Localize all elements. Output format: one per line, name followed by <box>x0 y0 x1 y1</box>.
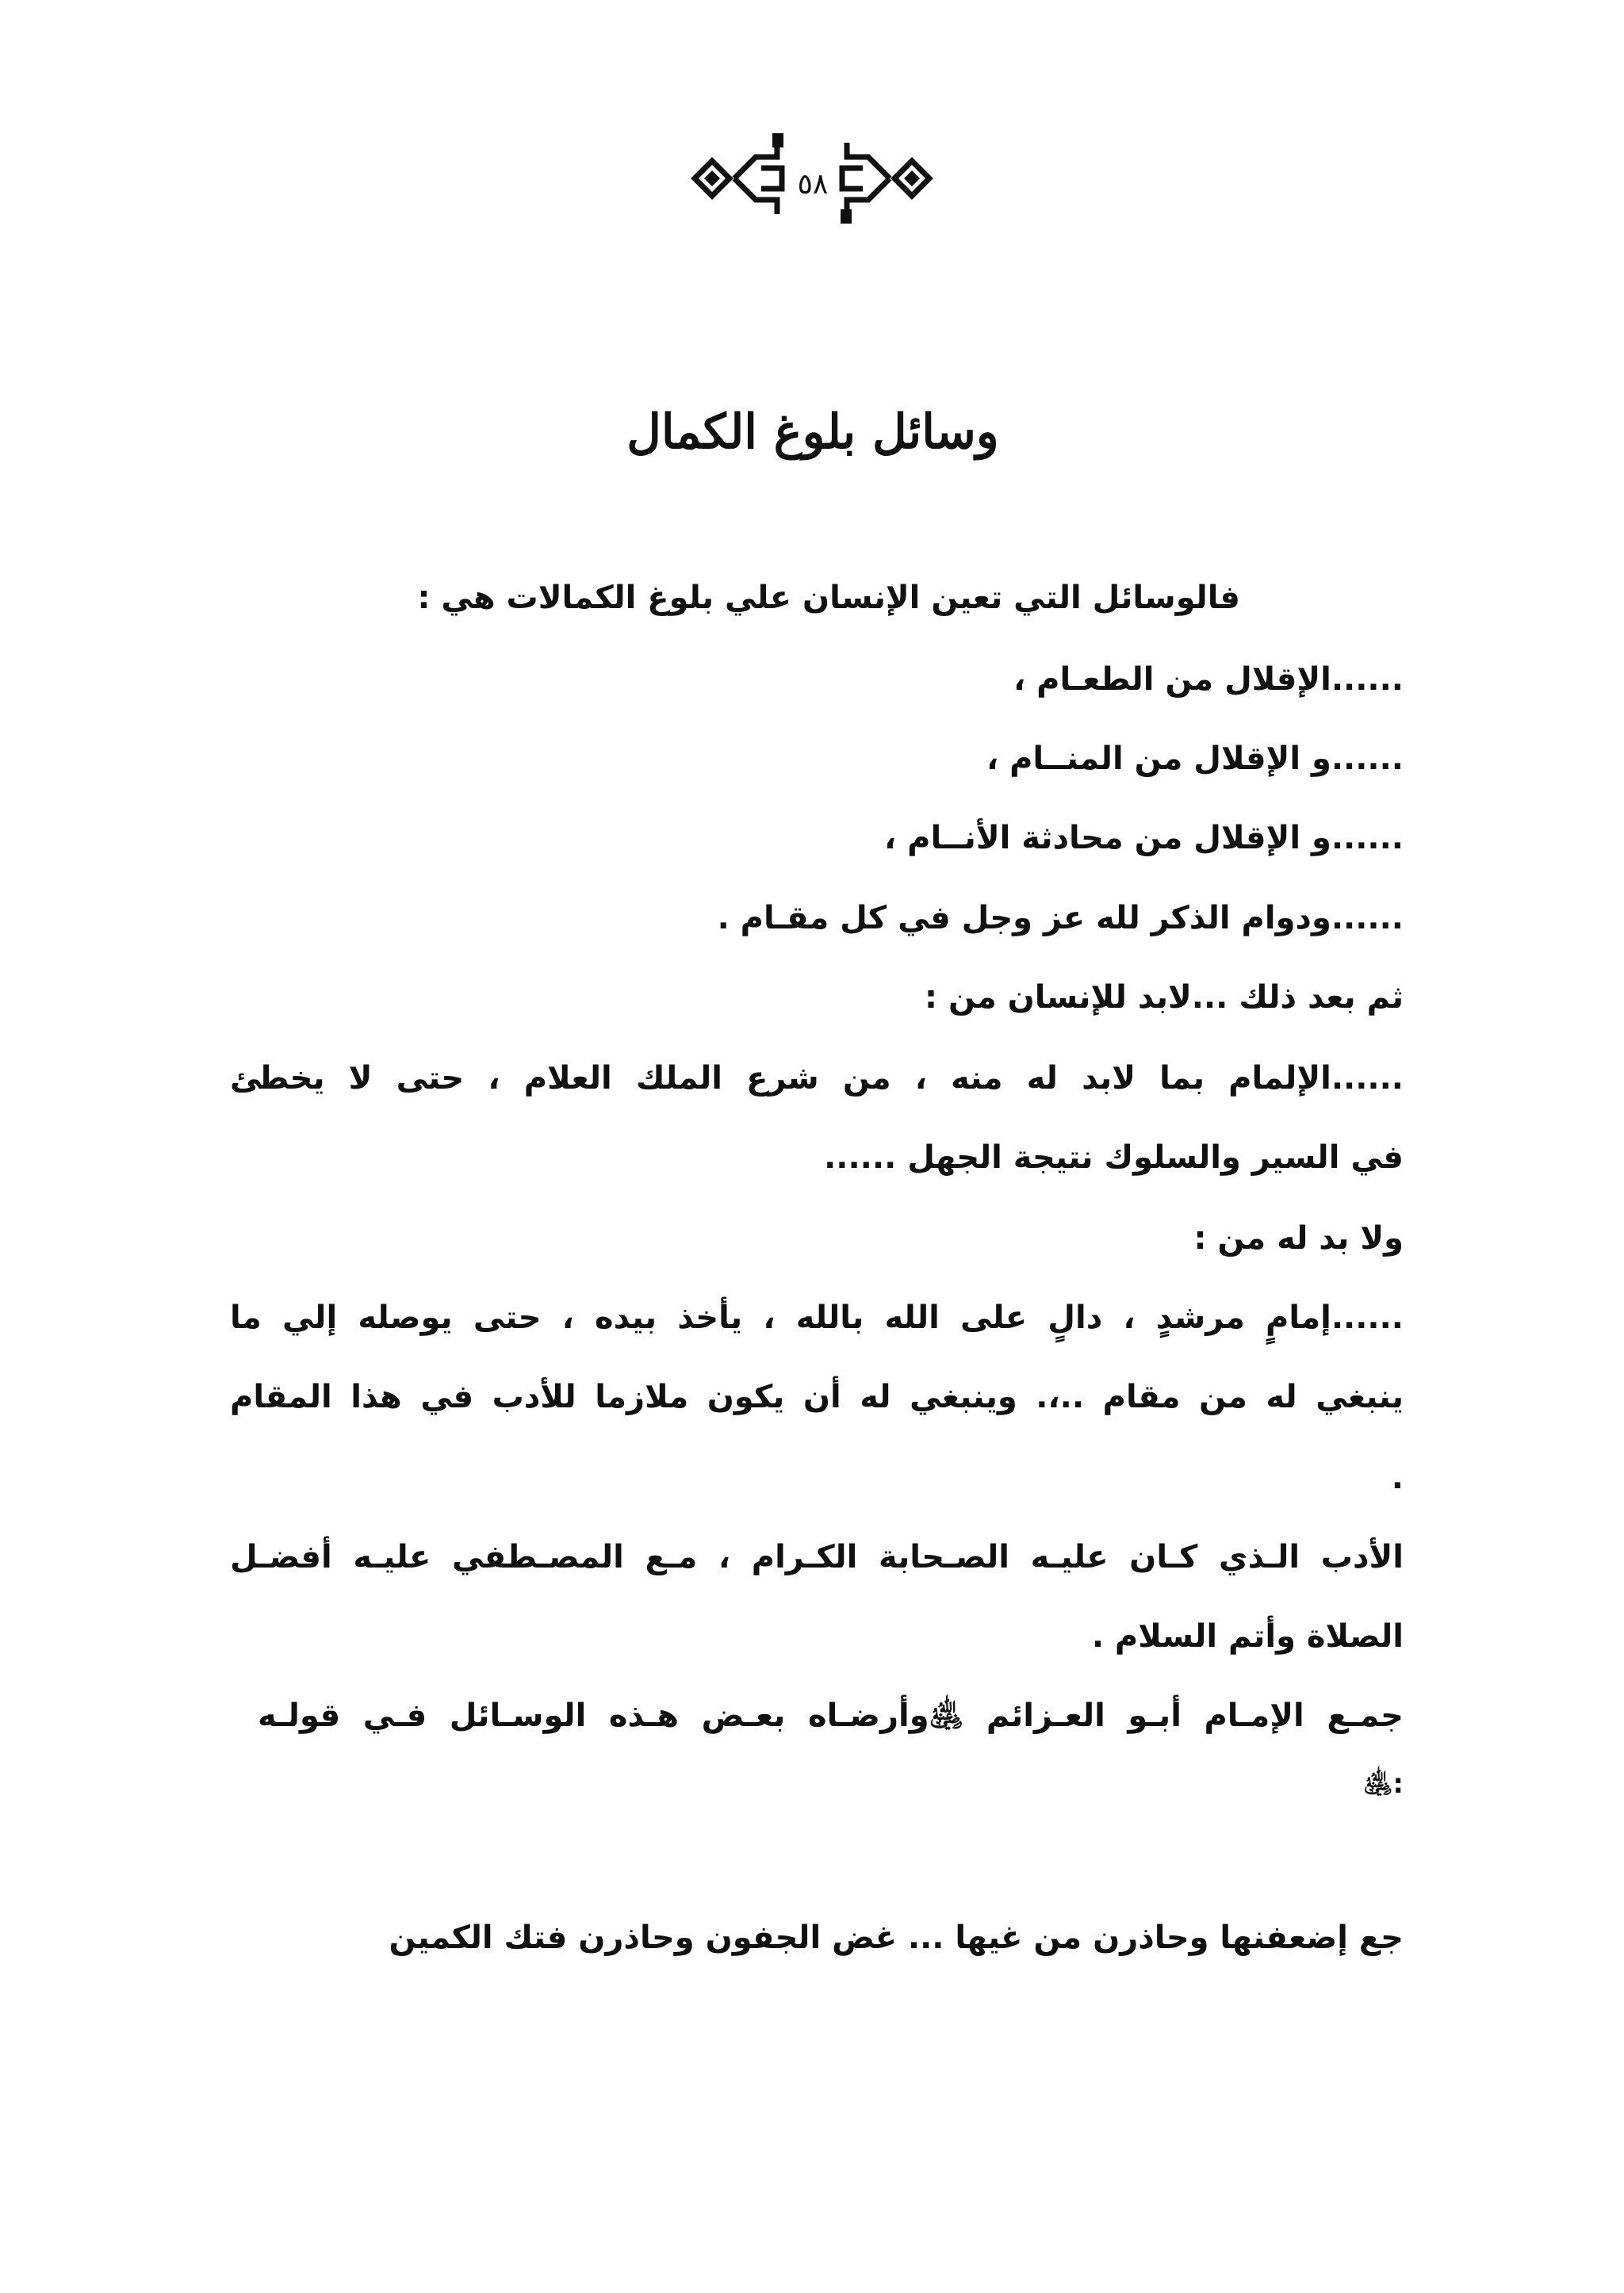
text-line: فالوسائل التي تعين الإنسان علي بلوغ الكمالات هي : <box>417 580 1240 616</box>
text-line: . <box>1391 1460 1404 1496</box>
text-line: الأدب الـذي كـان عليـه الصـحابة الكـرام ، مـع المصـطفي عليـه أفضـل <box>230 1539 1404 1575</box>
text-line: ......ودوام الذكر لله عز وجل في كل مقـام . <box>717 900 1404 936</box>
text-line: ينبغي له من مقام ..،. وينبغي له أن يكون ملازما للأدب في هذا المقام <box>230 1379 1404 1415</box>
text-line: ولا بد له من : <box>1193 1220 1404 1257</box>
page-number: ٥٨ <box>797 168 829 201</box>
text-line: ......و الإقلال من محادثة الأنــام ، <box>884 820 1404 856</box>
verse-line: جع إضعفنها وحاذرن من غيها ... غض الجفون وحاذرن فتك الكمين <box>389 1920 1404 1956</box>
text-line: ......إمامٍ مرشدٍ ، دالٍ على الله بالله ، يأخذ بيده ، حتى يوصله إلي ما <box>230 1300 1404 1336</box>
text-line: في السير والسلوك نتيجة الجهل ...... <box>824 1139 1404 1176</box>
text-line: ......و الإقلال من المنــام ، <box>986 741 1404 777</box>
text-line: جمـع الإمـام أبـو العـزائم ﵁وأرضـاه بعـض هـذه الوسـائل فـي قولـه <box>258 1698 1404 1734</box>
text-line: ﵁: <box>1363 1768 1404 1800</box>
text-line: ......الإقلال من الطعـام ، <box>1013 661 1404 698</box>
text-line: ثم بعد ذلك ...لابد للإنسان من : <box>925 979 1404 1016</box>
chapter-title: وسائل بلوغ الكمال <box>626 404 999 460</box>
text-line: ......الإلمام بما لابد له منه ، من شرع الملك العلام ، حتى لا يخطئ <box>230 1060 1404 1097</box>
text-line: الصلاة وأتم السلام . <box>1091 1618 1404 1655</box>
